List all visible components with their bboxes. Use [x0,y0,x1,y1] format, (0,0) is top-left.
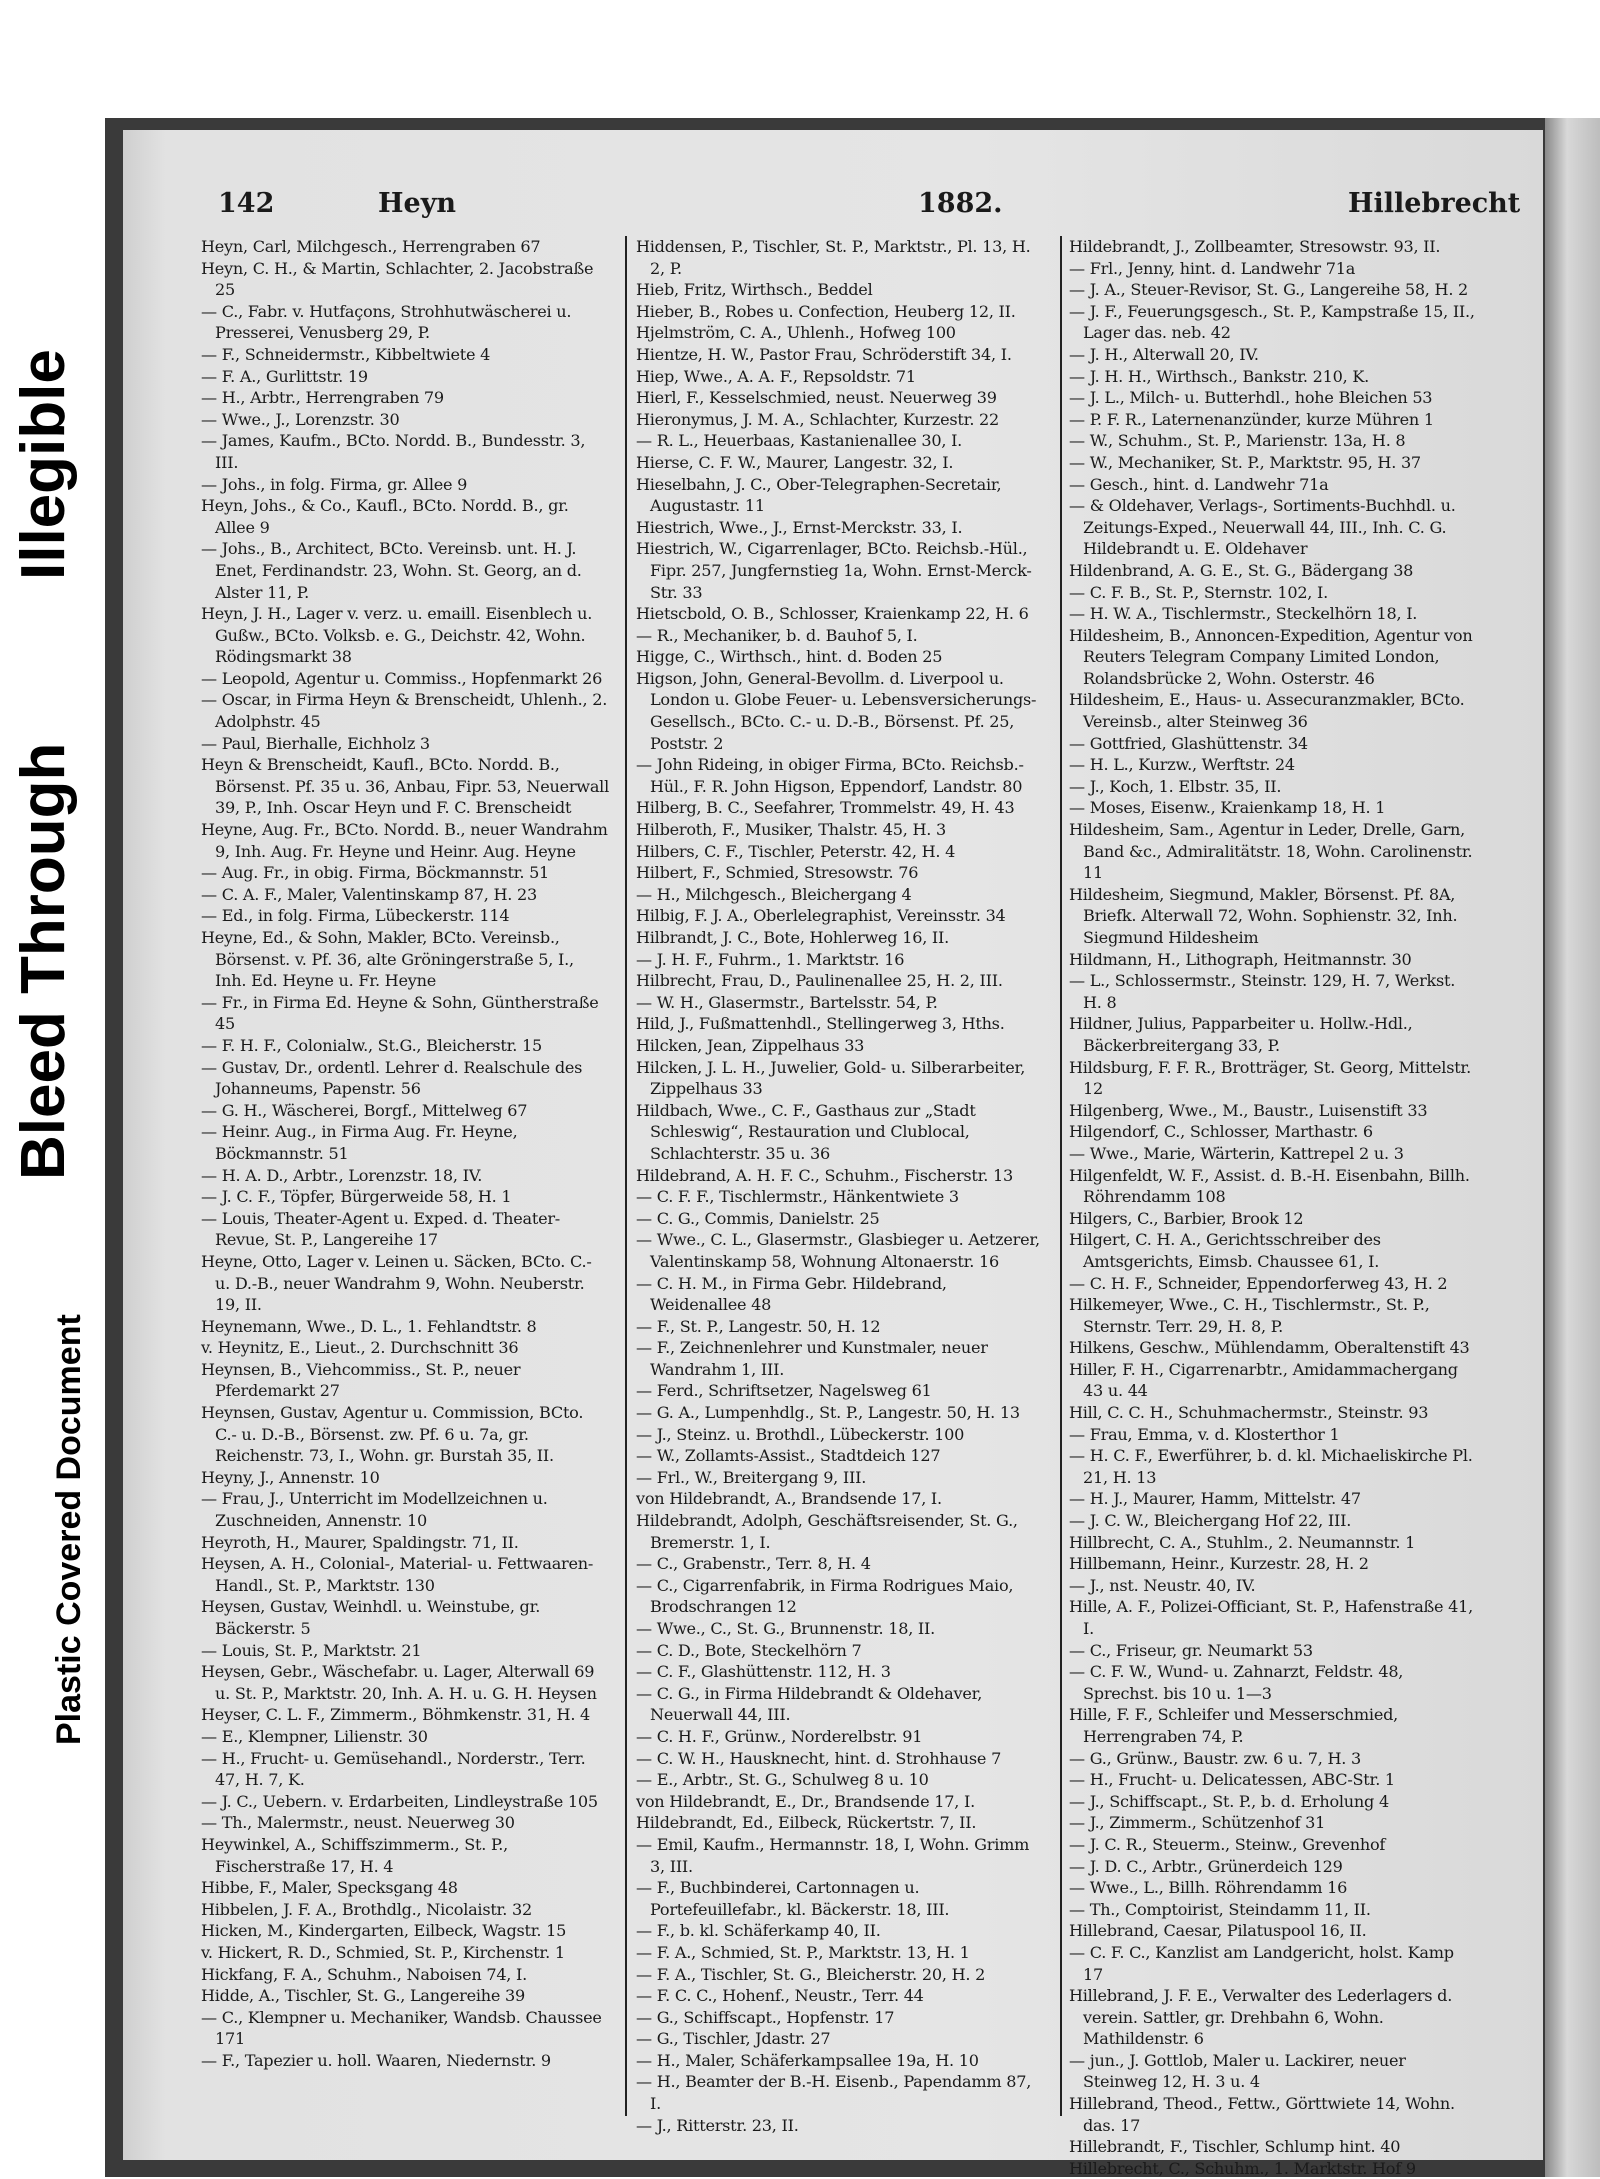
directory-entry: — H., Frucht- u. Gemüsehandl., Norderstr., Terr. 47, H. 7, K. [201,1748,586,1790]
directory-entry: — Aug. Fr., in obig. Firma, Böckmannstr. 51 [201,863,550,883]
directory-entry: — F., Buchbinderei, Cartonnagen u. Portefeuillefabr., kl. Bäckerstr. 18, III. [636,1878,950,1919]
scanned-page-frame [105,118,1600,2177]
directory-entry: von Hildebrandt, A., Brandsende 17, I. [636,1489,942,1509]
directory-entry: — Frl., W., Breitergang 9, III. [636,1467,867,1487]
directory-entry: — Heinr. Aug., in Firma Aug. Fr. Heyne, Böckmannstr. 51 [201,1122,518,1163]
directory-entry: — E., Arbtr., St. G., Schulweg 8 u. 10 [636,1770,929,1790]
directory-entry: — C., Friseur, gr. Neumarkt 53 [1069,1640,1313,1660]
header-right-keyword: Hillebrecht [1348,188,1521,219]
directory-entry: Heyroth, H., Maurer, Spaldingstr. 71, II. [201,1532,519,1552]
directory-entry: Hillebrecht, C., Schuhm., 1. Marktstr. Hof 9 [1069,2158,1416,2178]
directory-entry: Hierl, F., Kesselschmied, neust. Neuerweg 39 [636,388,997,408]
directory-entry: — G. A., Lumpenhdlg., St. P., Langestr. 50, H. 13 [636,1403,1020,1423]
directory-entry: Hildebrand, A. H. F. C., Schuhm., Fischerstr. 13 [636,1165,1014,1185]
directory-entry: — C. G., in Firma Hildebrandt & Oldehaver, Neuerwall 44, III. [636,1683,983,1725]
directory-entry: — C., Cigarrenfabrik, in Firma Rodrigues Maio, Brodschrangen 12 [636,1575,1014,1617]
directory-entry: Heyne, Aug. Fr., BCto. Nordd. B., neuer Wandrahm 9, Inh. Aug. Fr. Heyne und Heinr. Aug. Heyne [201,820,608,861]
directory-entry: — F., Tapezier u. holl. Waaren, Niedernstr. 9 [201,2050,551,2070]
directory-entry: — F., Schneidermstr., Kibbeltwiete 4 [201,344,491,364]
directory-entry: Heyser, C. L. F., Zimmerm., Böhmkenstr. 31, H. 4 [201,1705,591,1725]
directory-entry: Hilbers, C. F., Tischler, Peterstr. 42, H. 4 [636,841,956,861]
directory-entry: Hilcken, Jean, Zippelhaus 33 [636,1035,865,1055]
directory-entry: Hjelmström, C. A., Uhlenh., Hofweg 100 [636,323,956,343]
plastic-covered-label: Plastic Covered Document [50,1314,88,1745]
directory-entry: — Gottfried, Glashüttenstr. 34 [1069,733,1308,753]
directory-entry: Hilbert, F., Schmied, Stresowstr. 76 [636,863,919,883]
directory-entry: — R. L., Heuerbaas, Kastanienallee 30, I. [636,431,963,451]
directory-entry: — C. G., Commis, Danielstr. 25 [636,1208,880,1228]
directory-entry: Hild, J., Fußmattenhdl., Stellingerweg 3, Hths. [636,1014,1005,1034]
directory-entry: — J. C. F., Töpfer, Bürgerweide 58, H. 1 [201,1187,512,1207]
directory-entry: Hildesheim, E., Haus- u. Assecuranzmakler, BCto. Vereinsb., alter Steinweg 36 [1069,690,1465,732]
directory-entry: Hill, C. C. H., Schuhmachermstr., Steinstr. 93 [1069,1403,1429,1423]
directory-entry: — F., St. P., Langestr. 50, H. 12 [636,1316,881,1336]
directory-entry: — G. H., Wäscherei, Borgf., Mittelweg 67 [201,1100,528,1120]
directory-entry: Hientze, H. W., Pastor Frau, Schröderstift 34, I. [636,344,1012,364]
directory-entry: — C. F. W., Wund- u. Zahnarzt, Feldstr. 48, Sprechst. bis 10 u. 1—3 [1069,1662,1404,1703]
directory-entry: — Wwe., C. L., Glasermstr., Glasbieger u. Aetzerer, Valentinskamp 58, Wohnung Altonaerstr. 16 [636,1230,1040,1271]
directory-entry: — J. C. W., Bleichergang Hof 22, III. [1069,1511,1352,1531]
adjacent-page-edge [1545,118,1600,2177]
directory-entry: Hickfang, F. A., Schuhm., Naboisen 74, I. [201,1964,528,1984]
directory-entry: — H., Beamter der B.-H. Eisenb., Papendamm 87, I. [636,2072,1032,2114]
directory-entry: — H. L., Kurzw., Werftstr. 24 [1069,755,1295,775]
directory-entry: Hille, A. F., Polizei-Officiant, St. P., Hafenstraße 41, I. [1069,1597,1474,1638]
directory-entry: — Johs., B., Architect, BCto. Vereinsb. unt. H. J. Enet, Ferdinandstr. 23, Wohn. St. Georg, an d. Alster 11, P. [201,539,582,602]
directory-entry: — J., nst. Neustr. 40, IV. [1069,1575,1256,1595]
directory-entry: — G., Grünw., Baustr. zw. 6 u. 7, H. 3 [1069,1748,1362,1768]
directory-entry: — H. C. F., Ewerführer, b. d. kl. Michaeliskirche Pl. 21, H. 13 [1069,1446,1473,1487]
bleed-through-label: Bleed Through [9,742,78,1180]
directory-entry: — F. A., Tischler, St. G., Bleicherstr. 20, H. 2 [636,1964,986,1984]
directory-entry: — Ferd., Schriftsetzer, Nagelsweg 61 [636,1381,932,1401]
directory-entry: Hildner, Julius, Papparbeiter u. Hollw.-Hdl., Bäckerbreitergang 33, P. [1069,1014,1413,1055]
directory-entry: — H. A. D., Arbtr., Lorenzstr. 18, IV. [201,1165,483,1185]
directory-entry: Hieb, Fritz, Wirthsch., Beddel [636,280,873,300]
directory-entry: — J., Ritterstr. 23, II. [636,2115,799,2135]
directory-entry: — H. W. A., Tischlermstr., Steckelhörn 18, I. [1069,604,1418,624]
directory-entry: Hildebrandt, J., Zollbeamter, Stresowstr. 93, II. [1069,237,1441,256]
directory-entry: Hilberoth, F., Musiker, Thalstr. 45, H. 3 [636,820,946,840]
directory-entry: — F. C. C., Hohenf., Neustr., Terr. 44 [636,1986,924,2006]
directory-entry: — J., Zimmerm., Schützenhof 31 [1069,1813,1326,1833]
directory-entry: Higson, John, General-Bevollm. d. Liverpool u. London u. Globe Feuer- u. Lebensversicherungs-Gesellsch., BCto. C.- u. D.-B., Börsenst. Pf. 25, Poststr. 2 [636,668,1037,753]
directory-entry: — C. H. F., Grünw., Norderelbstr. 91 [636,1726,923,1746]
directory-entry: Hilcken, J. L. H., Juwelier, Gold- u. Silberarbeiter, Zippelhaus 33 [636,1057,1026,1099]
directory-entry: Hildsburg, F. F. R., Brotträger, St. Georg, Mittelstr. 12 [1069,1057,1471,1099]
directory-entry: — & Oldehaver, Verlags-, Sortiments-Buchhdl. u. Zeitungs-Exped., Neuerwall 44, III., Inh. C. G. Hildebrandt u. E. Oldehaver [1069,496,1456,559]
directory-entry: Heyn, C. H., & Martin, Schlachter, 2. Jacobstraße 25 [201,258,594,300]
directory-entry: Hilgenberg, Wwe., M., Baustr., Luisenstift 33 [1069,1100,1428,1120]
directory-entry: — W., Schuhm., St. P., Marienstr. 13a, H. 8 [1069,431,1406,451]
directory-entry: Hille, F. F., Schleifer und Messerschmied, Herrengraben 74, P. [1069,1705,1399,1746]
directory-entry: — J., Steinz. u. Brothdl., Lübeckerstr. 100 [636,1424,965,1444]
directory-column-3 [1069,236,1477,2178]
directory-entry: Hillbemann, Heinr., Kurzestr. 28, H. 2 [1069,1554,1369,1574]
directory-entry: — Th., Malermstr., neust. Neuerweg 30 [201,1813,515,1833]
directory-entry: — Th., Comptoirist, Steindamm 11, II. [1069,1899,1371,1919]
directory-entry: Hiddensen, P., Tischler, St. P., Marktstr., Pl. 13, H. 2, P. [636,237,1031,278]
directory-entry: Hiestrich, W., Cigarrenlager, BCto. Reichsb.-Hül., Fipr. 257, Jungfernstieg 1a, Wohn. Ernst-Merck-Str. 33 [636,539,1032,602]
directory-entry: Hilberg, B. C., Seefahrer, Trommelstr. 49, H. 43 [636,798,1015,818]
directory-entry: — H., Milchgesch., Bleichergang 4 [636,884,912,904]
directory-entry: — H., Frucht- u. Delicatessen, ABC-Str. 1 [1069,1770,1395,1790]
directory-entry: — C. W. H., Hausknecht, hint. d. Strohhause 7 [636,1748,1002,1768]
directory-entry: — J. C., Uebern. v. Erdarbeiten, Lindleystraße 105 [201,1791,598,1811]
directory-entry: Heysen, Gustav, Weinhdl. u. Weinstube, gr. Bäckerstr. 5 [201,1597,541,1638]
directory-entry: — Frl., Jenny, hint. d. Landwehr 71a [1069,258,1356,278]
directory-entry: Heyn & Brenscheidt, Kaufl., BCto. Nordd. B., Börsenst. Pf. 35 u. 36, Anbau, Fipr. 53, Neuerwall 39, P., Inh. Oscar Heyn und F. C. Brenscheidt [201,755,609,818]
directory-entry: — C., Grabenstr., Terr. 8, H. 4 [636,1554,871,1574]
directory-entry: — W. H., Glasermstr., Bartelsstr. 54, P. [636,992,938,1012]
directory-entry: — Gustav, Dr., ordentl. Lehrer d. Realschule des Johanneums, Papenstr. 56 [201,1057,583,1099]
directory-entry: — J. A., Steuer-Revisor, St. G., Langereihe 58, H. 2 [1069,280,1469,300]
directory-entry: Hiestrich, Wwe., J., Ernst-Merckstr. 33, I. [636,517,963,537]
directory-entry: Heyn, J. H., Lager v. verz. u. emaill. Eisenblech u. Gußw., BCto. Volksb. e. G., Deichstr. 42, Wohn. Rödingsmarkt 38 [201,604,593,667]
directory-entry: Heyn, Johs., & Co., Kaufl., BCto. Nordd. B., gr. Allee 9 [201,496,569,537]
directory-entry: Hilkens, Geschw., Mühlendamm, Oberaltenstift 43 [1069,1338,1470,1358]
directory-entry: Hieronymus, J. M. A., Schlachter, Kurzestr. 22 [636,409,1000,429]
directory-entry: — Leopold, Agentur u. Commiss., Hopfenmarkt 26 [201,668,603,688]
directory-entry: Heyn, Carl, Milchgesch., Herrengraben 67 [201,237,541,256]
directory-entry: Hilbig, F. J. A., Oberlelegraphist, Vereinsstr. 34 [636,906,1006,926]
directory-entry: Higge, C., Wirthsch., hint. d. Boden 25 [636,647,943,667]
directory-entry: Heynsen, Gustav, Agentur u. Commission, BCto. C.- u. D.-B., Börsenst. zw. Pf. 6 u. 7a, gr. Reichenstr. 73, I., Wohn. gr. Burstah 35, II. [201,1403,584,1466]
directory-entry: Hildesheim, Siegmund, Makler, Börsenst. Pf. 8A, Briefk. Alterwall 72, Wohn. Sophienstr. 32, Inh. Siegmund Hildesheim [1069,884,1458,947]
directory-entry: v. Heynitz, E., Lieut., 2. Durchschnitt 36 [201,1338,519,1358]
directory-entry: — C. H. M., in Firma Gebr. Hildebrand, Weidenallee 48 [636,1273,947,1315]
directory-entry: von Hildebrandt, E., Dr., Brandsende 17, I. [636,1791,975,1811]
directory-entry: — Louis, St. P., Marktstr. 21 [201,1640,422,1660]
directory-entry: Hiep, Wwe., A. A. F., Repsoldstr. 71 [636,366,916,386]
directory-entry: — L., Schlossermstr., Steinstr. 129, H. 7, Werkst. H. 8 [1069,971,1456,1012]
directory-entry: Heynsen, B., Viehcommiss., St. P., neuer Pferdemarkt 27 [201,1359,521,1401]
directory-entry: Hillbrecht, C. A., Stuhlm., 2. Neumannstr. 1 [1069,1532,1416,1552]
directory-entry: Hildesheim, B., Annoncen-Expedition, Agentur von Reuters Telegram Company Limited London, Rolandsbrücke 2, Wohn. Osterstr. 46 [1069,625,1473,688]
directory-entry: — C. H. F., Schneider, Eppendorferweg 43, H. 2 [1069,1273,1448,1293]
directory-entry: — F., b. kl. Schäferkamp 40, II. [636,1921,881,1941]
directory-entry: Heyny, J., Annenstr. 10 [201,1467,380,1487]
directory-entry: Hilbrandt, J. C., Bote, Hohlerweg 16, II. [636,928,950,947]
directory-entry: — F. H. F., Colonialw., St.G., Bleicherstr. 15 [201,1035,543,1055]
directory-page [123,130,1543,2178]
directory-entry: Heysen, Gebr., Wäschefabr. u. Lager, Alterwall 69 u. St. P., Marktstr. 20, Inh. A. H. u. G. H. Heysen [201,1662,597,1703]
directory-entry: — J., Koch, 1. Elbstr. 35, II. [1069,776,1282,796]
directory-entry: Hillebrandt, F., Tischler, Schlump hint. 40 [1069,2137,1401,2157]
side-label-panel [0,0,112,2177]
directory-entry: Hilkemeyer, Wwe., C. H., Tischlermstr., St. P., Sternstr. Terr. 29, H. 8, P. [1069,1295,1430,1336]
directory-entry: — Emil, Kaufm., Hermannstr. 18, I, Wohn. Grimm 3, III. [636,1834,1030,1876]
directory-entry: — C. A. F., Maler, Valentinskamp 87, H. 23 [201,884,537,904]
directory-entry: — Wwe., L., Billh. Röhrendamm 16 [1069,1878,1348,1898]
directory-entry: Hildesheim, Sam., Agentur in Leder, Drelle, Garn, Band &c., Admiralitätstr. 18, Wohn. Carolinenstr. 11 [1069,820,1473,883]
column-divider [1060,236,1062,2116]
directory-entry: Hieselbahn, J. C., Ober-Telegraphen-Secretair, Augustastr. 11 [636,474,1002,516]
directory-entry: — Wwe., J., Lorenzstr. 30 [201,409,400,429]
directory-entry: Hillebrand, Caesar, Pilatuspool 16, II. [1069,1921,1367,1941]
directory-entry: Hildmann, H., Lithograph, Heitmannstr. 30 [1069,949,1412,969]
directory-entry: — Frau, J., Unterricht im Modellzeichnen u. Zuschneiden, Annenstr. 10 [201,1489,548,1531]
directory-entry: Hilgenfeldt, W. F., Assist. d. B.-H. Eisenbahn, Billh. Röhrendamm 108 [1069,1165,1470,1207]
directory-entry: — G., Tischler, Jdastr. 27 [636,2029,831,2049]
directory-entry: — C., Fabr. v. Hutfaçons, Strohhutwäscherei u. Presserei, Venusberg 29, P. [201,301,572,343]
directory-entry: — Johs., in folg. Firma, gr. Allee 9 [201,474,468,494]
directory-entry: Hiller, F. H., Cigarrenarbtr., Amidammachergang 43 u. 44 [1069,1359,1458,1401]
directory-entry: Hillebrand, J. F. E., Verwalter des Lederlagers d. verein. Sattler, gr. Drehbahn 6, Wohn. Mathildenstr. 6 [1069,1986,1453,2049]
directory-entry: — Frau, Emma, v. d. Klosterthor 1 [1069,1424,1340,1444]
directory-entry: — J. L., Milch- u. Butterhdl., hohe Bleichen 53 [1069,388,1433,408]
directory-entry: — Wwe., C., St. G., Brunnenstr. 18, II. [636,1619,936,1638]
directory-entry: — Fr., in Firma Ed. Heyne & Sohn, Güntherstraße 45 [201,992,599,1034]
directory-entry: — J. H. F., Fuhrm., 1. Marktstr. 16 [636,949,905,969]
directory-entry: — P. F. R., Laternenanzünder, kurze Mühren 1 [1069,409,1434,429]
directory-entry: Heyne, Ed., & Sohn, Makler, BCto. Vereinsb., Börsenst. v. Pf. 36, alte Gröningerstraße 5, I., Inh. Ed. Heyne u. Fr. Heyne [201,928,574,991]
directory-entry: Hietscbold, O. B., Schlosser, Kraienkamp 22, H. 6 [636,604,1029,624]
directory-entry: — H., Arbtr., Herrengraben 79 [201,388,444,408]
directory-entry: — Oscar, in Firma Heyn & Brenscheidt, Uhlenh., 2. Adolphstr. 45 [201,690,608,732]
directory-entry: — H., Maler, Schäferkampsallee 19a, H. 10 [636,2050,979,2070]
directory-entry: — Paul, Bierhalle, Eichholz 3 [201,733,430,753]
header-year: 1882. [918,188,1003,219]
directory-column-1 [201,236,609,2126]
directory-entry: — C. F. B., St. P., Sternstr. 102, I. [1069,582,1329,602]
directory-entry: Hibbelen, J. F. A., Brothdlg., Nicolaistr. 32 [201,1899,532,1919]
directory-entry: — C., Klempner u. Mechaniker, Wandsb. Chaussee 171 [201,2007,602,2049]
directory-entry: — J. H., Alterwall 20, IV. [1069,344,1259,364]
directory-entry: — C. D., Bote, Steckelhörn 7 [636,1640,862,1660]
header-left-keyword: Heyn [378,188,457,219]
directory-entry: Hicken, M., Kindergarten, Eilbeck, Wagstr. 15 [201,1921,567,1941]
directory-entry: — W., Mechaniker, St. P., Marktstr. 95, H. 37 [1069,452,1421,472]
directory-entry: Hilbrecht, Frau, D., Paulinenallee 25, H. 2, III. [636,971,1003,991]
directory-entry: v. Hickert, R. D., Schmied, St. P., Kirchenstr. 1 [201,1942,565,1962]
directory-entry: — Gesch., hint. d. Landwehr 71a [1069,474,1329,494]
page-number: 142 [218,188,275,219]
directory-entry: — J. H. H., Wirthsch., Bankstr. 210, K. [1069,366,1369,386]
directory-entry: Hildebrandt, Ed., Eilbeck, Rückertstr. 7, II. [636,1813,977,1833]
illegible-label: Illegible [9,349,78,580]
directory-entry: Hildebrandt, Adolph, Geschäftsreisender, St. G., Bremerstr. 1, I. [636,1511,1018,1552]
directory-entry: — Ed., in folg. Firma, Lübeckerstr. 114 [201,906,510,926]
directory-entry: — G., Schiffscapt., Hopfenstr. 17 [636,2007,895,2027]
directory-entry: — Wwe., Marie, Wärterin, Kattrepel 2 u. 3 [1069,1143,1404,1163]
directory-entry: Hildbach, Wwe., C. F., Gasthaus zur „Stadt Schleswig“, Restauration und Clublocal, Schlachterstr. 35 u. 36 [636,1100,976,1163]
directory-entry: Hillebrand, Theod., Fettw., Görttwiete 14, Wohn. das. 17 [1069,2094,1455,2135]
directory-entry: — H. J., Maurer, Hamm, Mittelstr. 47 [1069,1489,1361,1509]
directory-entry: — J. C. R., Steuerm., Steinw., Grevenhof [1069,1834,1386,1854]
directory-entry: — Louis, Theater-Agent u. Exped. d. Theater-Revue, St. P., Langereihe 17 [201,1208,560,1250]
directory-entry: — John Rideing, in obiger Firma, BCto. Reichsb.-Hül., F. R. John Higson, Eppendorf, Landstr. 80 [636,755,1024,796]
directory-entry: — F. A., Gurlittstr. 19 [201,366,368,386]
directory-entry: — C. F. F., Tischlermstr., Hänkentwiete 3 [636,1187,959,1207]
directory-column-2 [636,236,1044,2135]
directory-entry: Heywinkel, A., Schiffszimmerm., St. P., Fischerstraße 17, H. 4 [201,1834,509,1876]
directory-entry: Heysen, A. H., Colonial-, Material- u. Fettwaaren-Handl., St. P., Marktstr. 130 [201,1554,594,1595]
directory-entry: — J. D. C., Arbtr., Grünerdeich 129 [1069,1856,1343,1876]
directory-entry: — Moses, Eisenw., Kraienkamp 18, H. 1 [1069,798,1386,818]
directory-entry: — J., Schiffscapt., St. P., b. d. Erholung 4 [1069,1791,1389,1811]
directory-entry: — C. F., Glashüttenstr. 112, H. 3 [636,1662,891,1682]
directory-entry: Hidde, A., Tischler, St. G., Langereihe 39 [201,1986,526,2006]
directory-entry: — E., Klempner, Lilienstr. 30 [201,1726,428,1746]
directory-entry: Hildenbrand, A. G. E., St. G., Bädergang 38 [1069,560,1414,580]
directory-entry: — jun., J. Gottlob, Maler u. Lackirer, neuer Steinweg 12, H. 3 u. 4 [1069,2050,1406,2092]
directory-entry: — F. A., Schmied, St. P., Marktstr. 13, H. 1 [636,1942,970,1962]
directory-entry: — C. F. C., Kanzlist am Landgericht, holst. Kamp 17 [1069,1942,1454,1984]
directory-entry: Hilgendorf, C., Schlosser, Marthastr. 6 [1069,1122,1373,1142]
directory-entry: Hierse, C. F. W., Maurer, Langestr. 32, I. [636,452,954,472]
directory-entry: Hieber, B., Robes u. Confection, Heuberg 12, II. [636,301,1016,321]
directory-entry: Hilgert, C. H. A., Gerichtsschreiber des Amtsgerichts, Eimsb. Chaussee 61, I. [1069,1230,1381,1271]
directory-entry: Hibbe, F., Maler, Specksgang 48 [201,1878,458,1898]
directory-entry: Hilgers, C., Barbier, Brook 12 [1069,1208,1304,1228]
directory-entry: — W., Zollamts-Assist., Stadtdeich 127 [636,1446,941,1466]
directory-entry: Heyne, Otto, Lager v. Leinen u. Säcken, BCto. C.- u. D.-B., neuer Wandrahm 9, Wohn. Neuberstr. 19, II. [201,1251,592,1315]
directory-entry: — James, Kaufm., BCto. Nordd. B., Bundesstr. 3, III. [201,431,586,472]
directory-entry: — F., Zeichnenlehrer und Kunstmaler, neuer Wandrahm 1, III. [636,1338,988,1379]
directory-entry: — R., Mechaniker, b. d. Bauhof 5, I. [636,625,918,645]
page-header [218,188,1521,228]
column-divider [625,236,627,2116]
directory-entry: Heynemann, Wwe., D. L., 1. Fehlandtstr. 8 [201,1316,537,1336]
directory-entry: — J. F., Feuerungsgesch., St. P., Kampstraße 15, II., Lager das. neb. 42 [1069,301,1475,343]
